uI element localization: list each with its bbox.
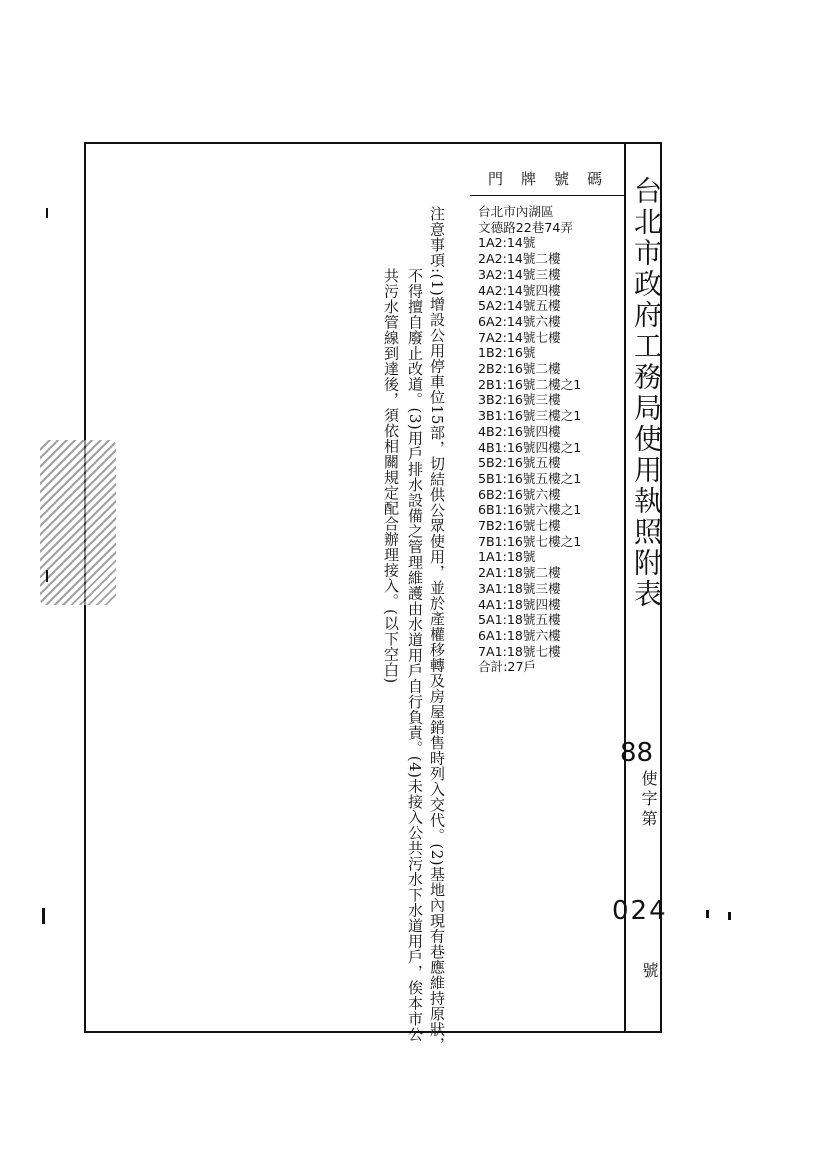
unit-row: 4B1:16號四樓之1	[478, 439, 582, 455]
unit-row: 1A2:14號	[478, 235, 536, 251]
address-list	[478, 204, 581, 675]
unit-row: 5A1:18號五樓	[478, 612, 561, 628]
unit-row: 7A1:18號七樓	[478, 643, 561, 659]
unit-row: 5B2:16號五樓	[478, 455, 561, 471]
address-line-2: 文德路22巷74弄	[478, 219, 574, 235]
faded-stamp-mark	[40, 440, 116, 605]
unit-row: 3B1:16號三樓之1	[478, 408, 582, 424]
scan-speck	[46, 208, 48, 218]
address-line-1: 台北市內湖區	[478, 204, 554, 219]
unit-row: 6B2:16號六樓	[478, 486, 561, 502]
unit-row: 3A2:14號三樓	[478, 266, 561, 282]
notes-column-3: 共污水管線到達後，須依相關規定配合辦理接入。(以下空白)	[382, 268, 400, 684]
unit-row: 4A1:18號四樓	[478, 596, 561, 612]
unit-row: 6A2:14號六樓	[478, 313, 561, 329]
scan-speck	[42, 908, 45, 924]
permit-suffix: 號	[640, 962, 659, 978]
permit-year: 88	[620, 738, 654, 768]
header-underline	[470, 195, 624, 196]
unit-row: 1B2:16號	[478, 345, 536, 361]
scan-speck	[728, 912, 731, 920]
permit-type: 使字第	[639, 770, 658, 830]
unit-row: 2B2:16號二樓	[478, 361, 561, 377]
unit-row: 3B2:16號三樓	[478, 392, 561, 408]
unit-row: 2A2:14號二樓	[478, 251, 561, 267]
notes-column-2: 不得擅自廢止改道。(3)用戶排水設備之管理維護由水道用戶自行負責。(4)未接入公共污水下水道用戶，俟本市公	[406, 268, 424, 1042]
unit-total: 合計:27戶	[478, 659, 537, 675]
scan-speck	[706, 910, 709, 918]
notes-column-1: 注意事項:(1)增設公用停車位15部，切結供公眾使用，並於產權移轉及房屋銷售時列入交代。(2)基地內現有巷應維持原狀，	[428, 206, 446, 1053]
unit-row: 7B1:16號七樓之1	[478, 533, 582, 549]
unit-row: 3A1:18號三樓	[478, 580, 561, 596]
unit-row: 4B2:16號四樓	[478, 423, 561, 439]
house-number-header: 門牌號碼	[488, 170, 621, 188]
unit-row: 2A1:18號二樓	[478, 565, 561, 581]
scan-speck	[46, 570, 48, 582]
form-title: 台北市政府工務局使用執照附表	[630, 176, 663, 610]
unit-row: 5A2:14號五樓	[478, 298, 561, 314]
unit-row: 1A1:18號	[478, 549, 536, 565]
unit-row: 2B1:16號二樓之1	[478, 376, 582, 392]
unit-row: 4A2:14號四樓	[478, 282, 561, 298]
unit-row: 5B1:16號五樓之1	[478, 470, 582, 486]
unit-row: 6A1:18號六樓	[478, 627, 561, 643]
permit-number: 024	[612, 896, 668, 926]
unit-row: 7B2:16號七樓	[478, 518, 561, 534]
unit-row: 6B1:16號六樓之1	[478, 502, 582, 518]
unit-row: 7A2:14號七樓	[478, 329, 561, 345]
